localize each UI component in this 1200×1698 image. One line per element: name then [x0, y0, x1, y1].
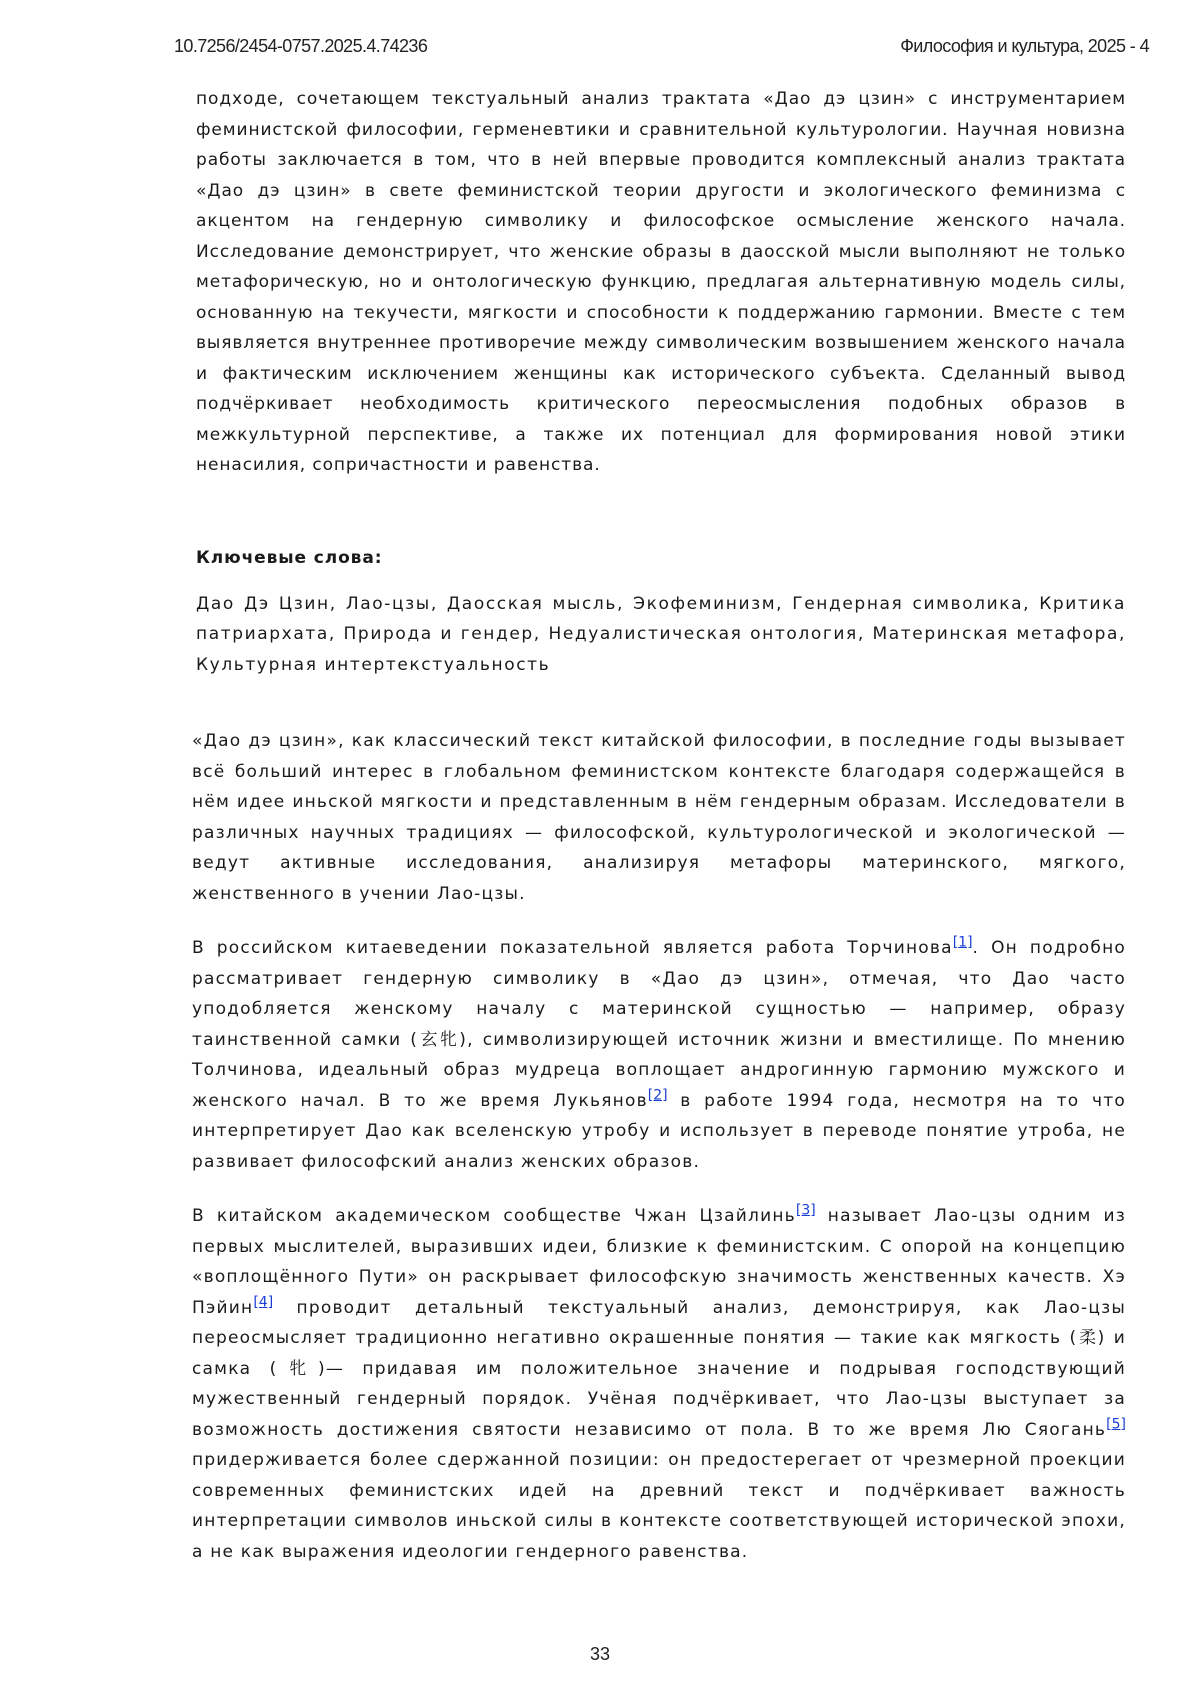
- paragraph-3-text: придерживается более сдержанной позиции: он предостерегает от чрезмерной проекции современных феминистских идей на древний текст и подчёркивает важность интерпретации символов иньской силы в контексте соответствующей исторической эпохи, а не как выражения идеологии гендерного равенства.: [192, 1450, 1126, 1562]
- keywords-heading: Ключевые слова:: [196, 547, 383, 568]
- footnote-link-4[interactable]: [4]: [253, 1293, 274, 1310]
- chinese-term: 玄牝: [418, 1029, 460, 1050]
- journal-title: Философия и культура, 2025 - 4: [900, 36, 1149, 56]
- paragraph-2-text: . Он подробно рассматривает гендерную символику в «Дао дэ цзин», отмечая, что Дао часто уподобляется женскому началу с материнской сущностью — например, образу таинственной самки (: [192, 938, 1126, 1050]
- doi-link[interactable]: 10.7256/2454-0757.2025.4.74236: [174, 36, 428, 56]
- footnote-ref-1[interactable]: [953, 934, 973, 950]
- paragraph-3-text: )— придавая им положительное значение и подрывая господствующий мужественный гендерный порядок. Учёная подчёркивает, что Лао-цзы выступает за возможность достижения святости независимо от пола. В то же время Лю Сяогань: [192, 1358, 1127, 1440]
- abstract-section: [196, 84, 1126, 680]
- paragraph-3-text: проводит детальный текстуальный анализ, демонстрируя, как Лао-цзы переосмысляет традиционно негативно окрашенные понятия — такие как мягкость (: [192, 1297, 1126, 1348]
- paragraph-3-text: В китайском академическом сообществе Чжан Цзайлинь: [192, 1206, 796, 1226]
- paragraph-2: [192, 933, 1126, 1177]
- paragraph-2-text: В российском китаеведении показательной является работа Торчинова: [192, 938, 953, 958]
- chinese-term: 柔: [1077, 1328, 1098, 1348]
- paragraph-1: «Дао дэ цзин», как классический текст китайской философии, в последние годы вызывает всё больший интерес в глобальном феминистском контексте благодаря содержащейся в нём идее иньской мягкости и представленным в нём гендерным образам. Исследователи в различных научных традициях — философской, культурологической и экологической — ведут активные исследования, анализируя метафоры материнского, мягкого, женственного в учении Лао-цзы.: [192, 731, 1126, 904]
- paragraph-2-text: в работе 1994 года, несмотря на то что интерпретирует Дао как вселенскую утробу и использует в переводе понятие утроба, не развивает философский анализ женских образов.: [192, 1090, 1126, 1172]
- keywords-list: Дао Дэ Цзин, Лао-цзы, Даосская мысль, Экофеминизм, Гендерная символика, Критика патриархата, Природа и гендер, Недуалистическая онтология, Материнская метафора, Культурная интертекстуальность: [196, 593, 1126, 675]
- footnote-ref-3[interactable]: [796, 1202, 816, 1218]
- paragraph-3: [192, 1201, 1126, 1567]
- paragraph-3-text: ) и самка (: [192, 1328, 1126, 1379]
- footnote-ref-5[interactable]: [1106, 1416, 1126, 1432]
- footnote-link-1[interactable]: [1]: [952, 934, 973, 951]
- abstract-text: подходе, сочетающем текстуальный анализ трактата «Дао дэ цзин» с инструментарием феминистской философии, герменевтики и сравнительной культурологии. Научная новизна работы заключается в том, что в ней впервые проводится комплексный анализ трактата «Дао дэ цзин» в свете феминистской теории другости и экологического феминизма с акцентом на гендерную символику и философское осмысление женского начала. Исследование демонстрирует, что женские образы в даосской мысли выполняют не только метафорическую, но и онтологическую функцию, предлагая альтернативную модель силы, основанную на текучести, мягкости и способности к поддержанию гармонии. Вместе с тем выявляется внутреннее противоречие между символическим возвышением женского начала и фактическим исключением женщины как исторического субъекта. Сделанный вывод подчёркивает необходимость критического переосмысления подобных образов в межкультурной перспективе, а также их потенциал для формирования новой этики ненасилия, сопричастности и равенства.: [196, 89, 1126, 475]
- paragraph-3-text: называет Лао-цзы одним из первых мыслителей, выразивших идеи, близкие к феминистским. С опорой на концепцию «воплощённого Пути» он раскрывает философскую значимость женственных качеств. Хэ Пэйин: [192, 1206, 1126, 1318]
- chinese-term: 牝: [277, 1358, 319, 1379]
- paragraph-2-text: ), символизирующей источник жизни и вместилище. По мнению Толчинова, идеальный образ мудреца воплощает андрогинную гармонию мужского и женского начал. В то же время Лукьянов: [192, 1029, 1126, 1111]
- footnote-link-2[interactable]: [2]: [647, 1086, 668, 1103]
- footnote-ref-2[interactable]: [648, 1087, 668, 1103]
- page-number: 33: [589, 1644, 611, 1664]
- running-header: [174, 36, 1149, 57]
- article-body: [192, 726, 1126, 1591]
- footnote-link-3[interactable]: [3]: [795, 1202, 816, 1219]
- footnote-ref-4[interactable]: [253, 1294, 273, 1310]
- footnote-link-5[interactable]: [5]: [1106, 1415, 1126, 1432]
